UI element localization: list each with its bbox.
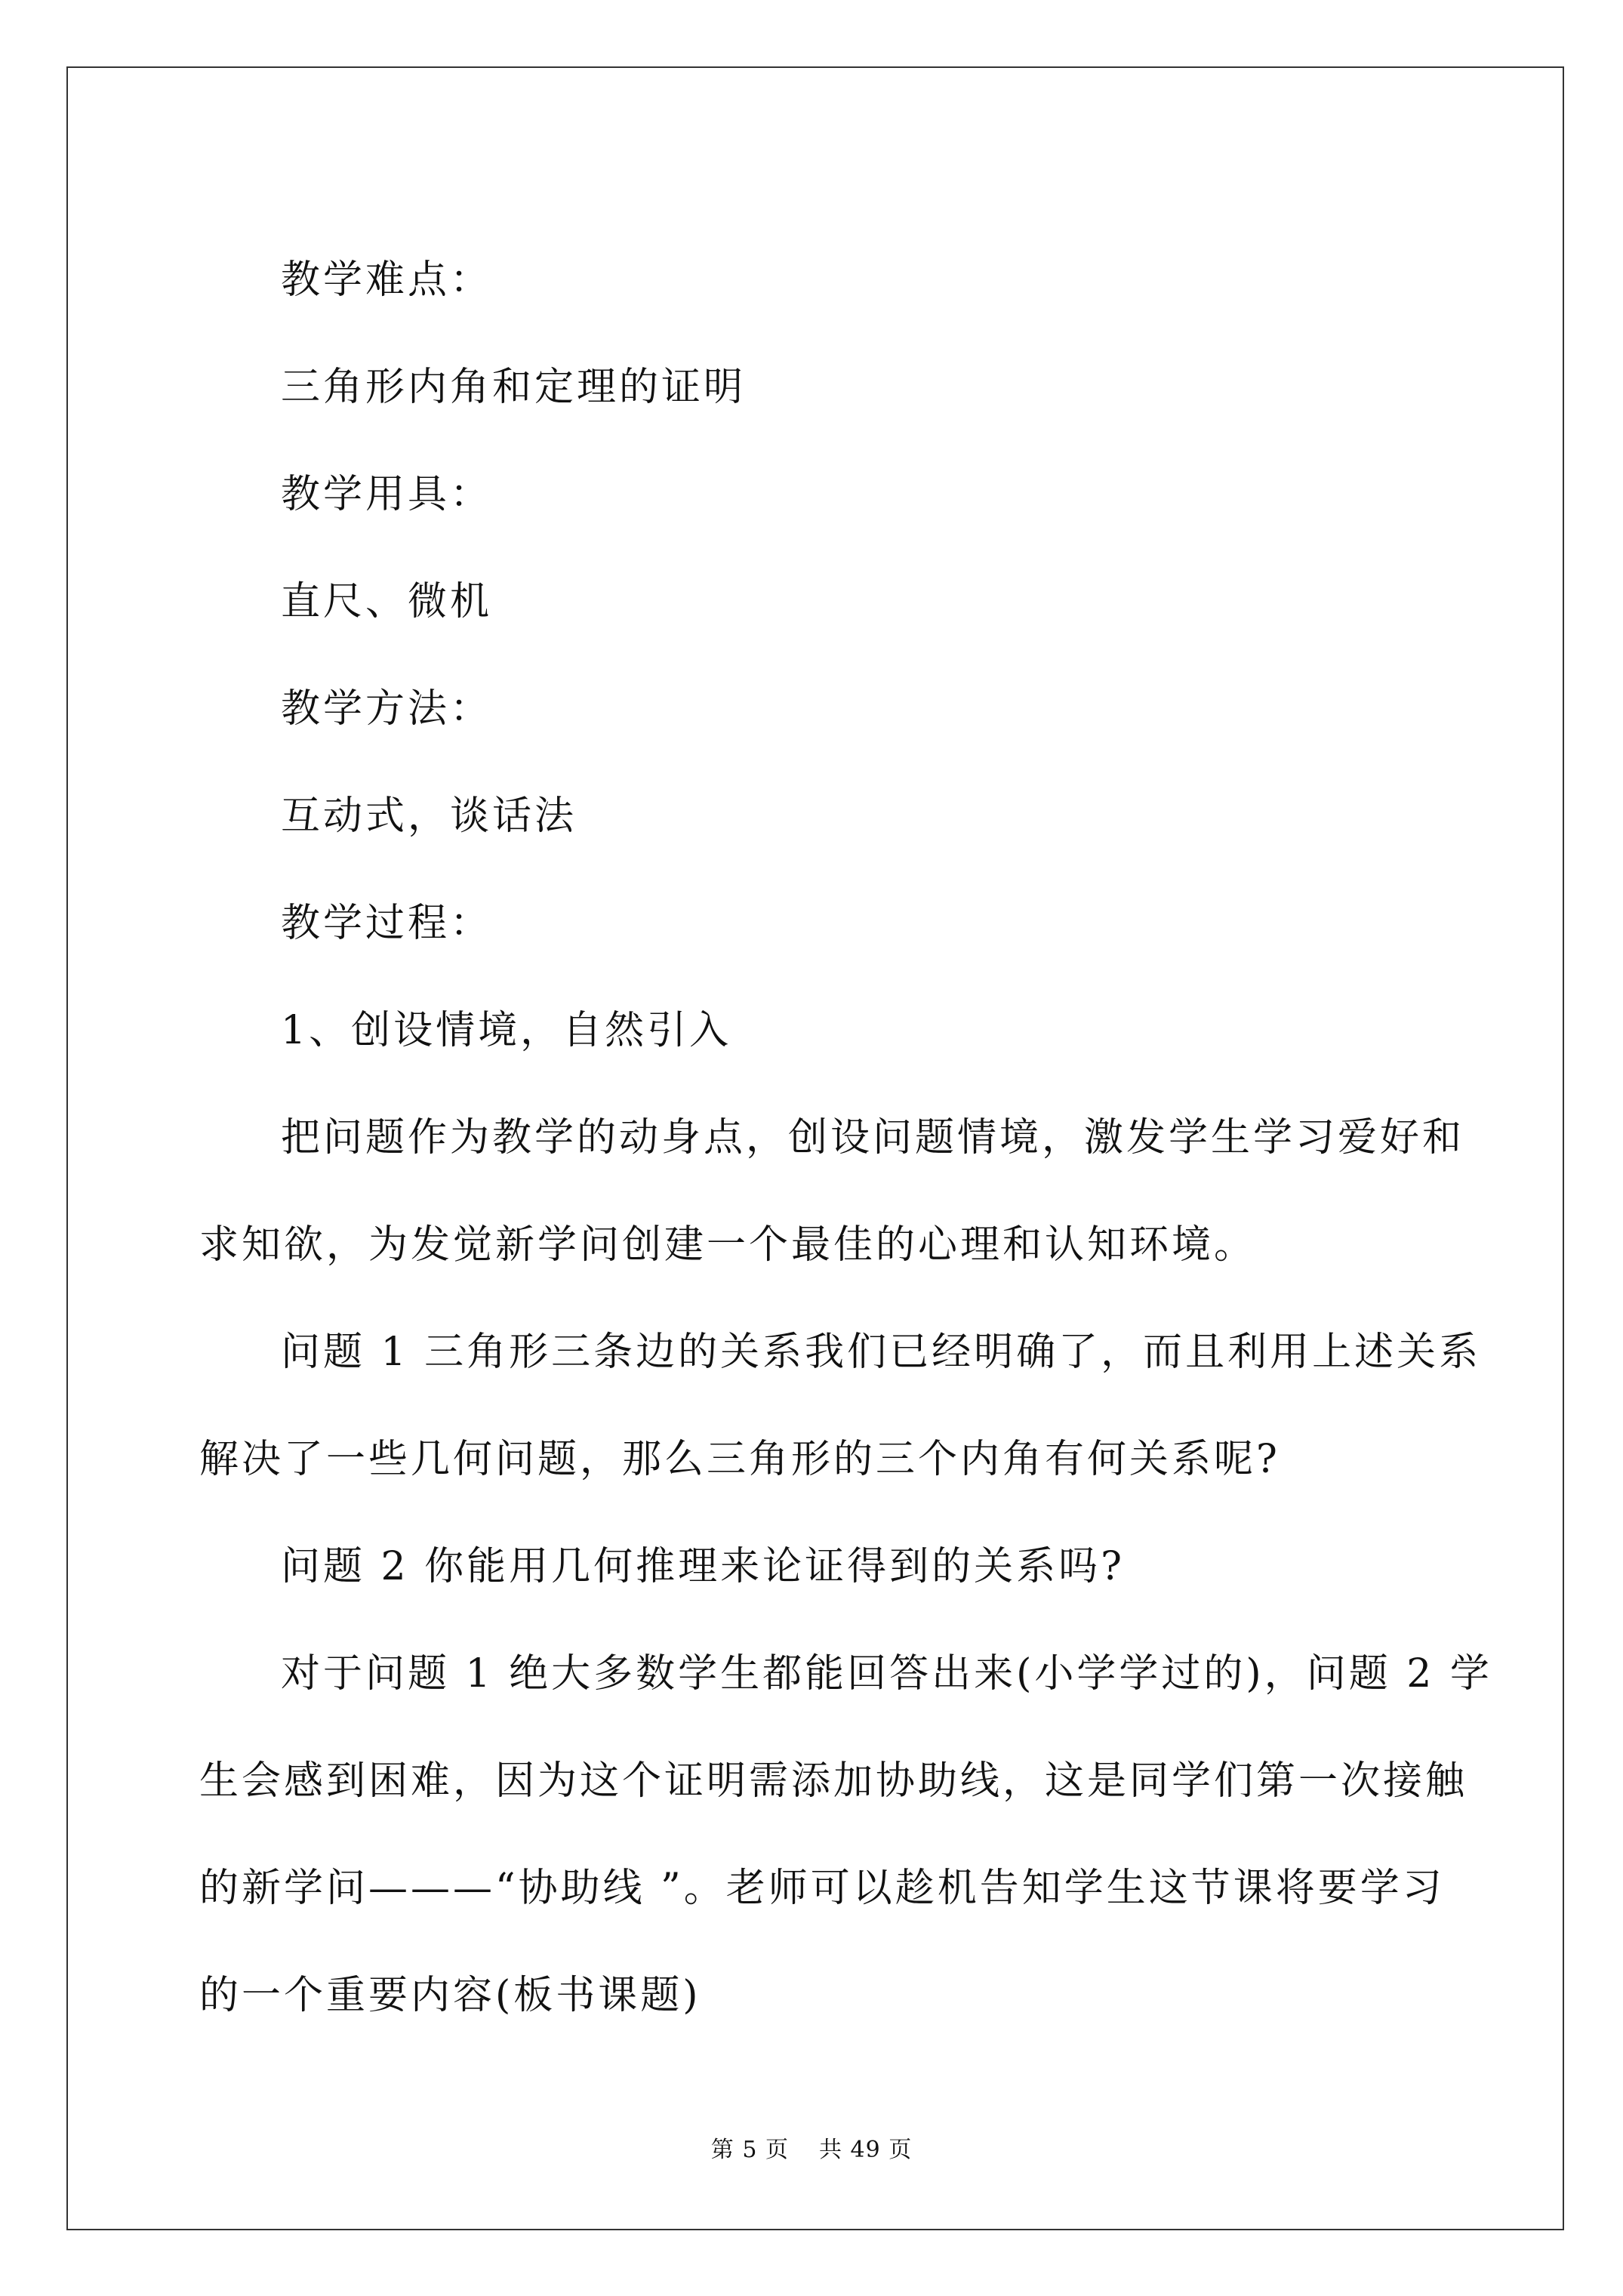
paragraph-method: 互动式，谈话法 (281, 794, 577, 839)
paragraph-line: 的新学问———“协助线 ”。老师可以趁机告知学生这节课将要学习 (199, 1866, 1445, 1911)
paragraph-line: 把问题作为教学的动身点，创设问题情境，激发学生学习爱好和 (281, 1115, 1465, 1160)
paragraph-line: 对于问题 1 绝大多数学生都能回答出来(小学学过的)，问题 2 学 (281, 1651, 1492, 1697)
page-total: 共 49 页 (818, 2137, 913, 2163)
paragraph-line: 的一个重要内容(板书课题) (199, 1973, 701, 2018)
paragraph-line: 求知欲，为发觉新学问创建一个最佳的心理和认知环境。 (199, 1222, 1257, 1268)
paragraph-line: 问题 2 你能用几何推理来论证得到的关系吗? (281, 1544, 1126, 1589)
heading-method: 教学方法： (281, 686, 493, 732)
heading-difficulty: 教学难点： (281, 257, 493, 303)
paragraph-tools: 直尺、微机 (281, 579, 493, 624)
page-number: 第 5 页 (710, 2137, 789, 2163)
section-heading-1: 1、创设情境，自然引入 (281, 1008, 732, 1053)
document-body (199, 227, 1492, 2049)
paragraph-line: 解决了一些几何问题，那么三角形的三个内角有何关系呢? (199, 1437, 1280, 1482)
paragraph-line: 问题 1 三角形三条边的关系我们已经明确了，而且利用上述关系 (281, 1330, 1482, 1375)
heading-tools: 教学用具： (281, 472, 493, 517)
page-footer (0, 2135, 1623, 2165)
paragraph-difficulty: 三角形内角和定理的证明 (281, 365, 747, 410)
paragraph-line: 生会感到困难，因为这个证明需添加协助线，这是同学们第一次接触 (199, 1758, 1468, 1804)
heading-process: 教学过程： (281, 901, 493, 946)
